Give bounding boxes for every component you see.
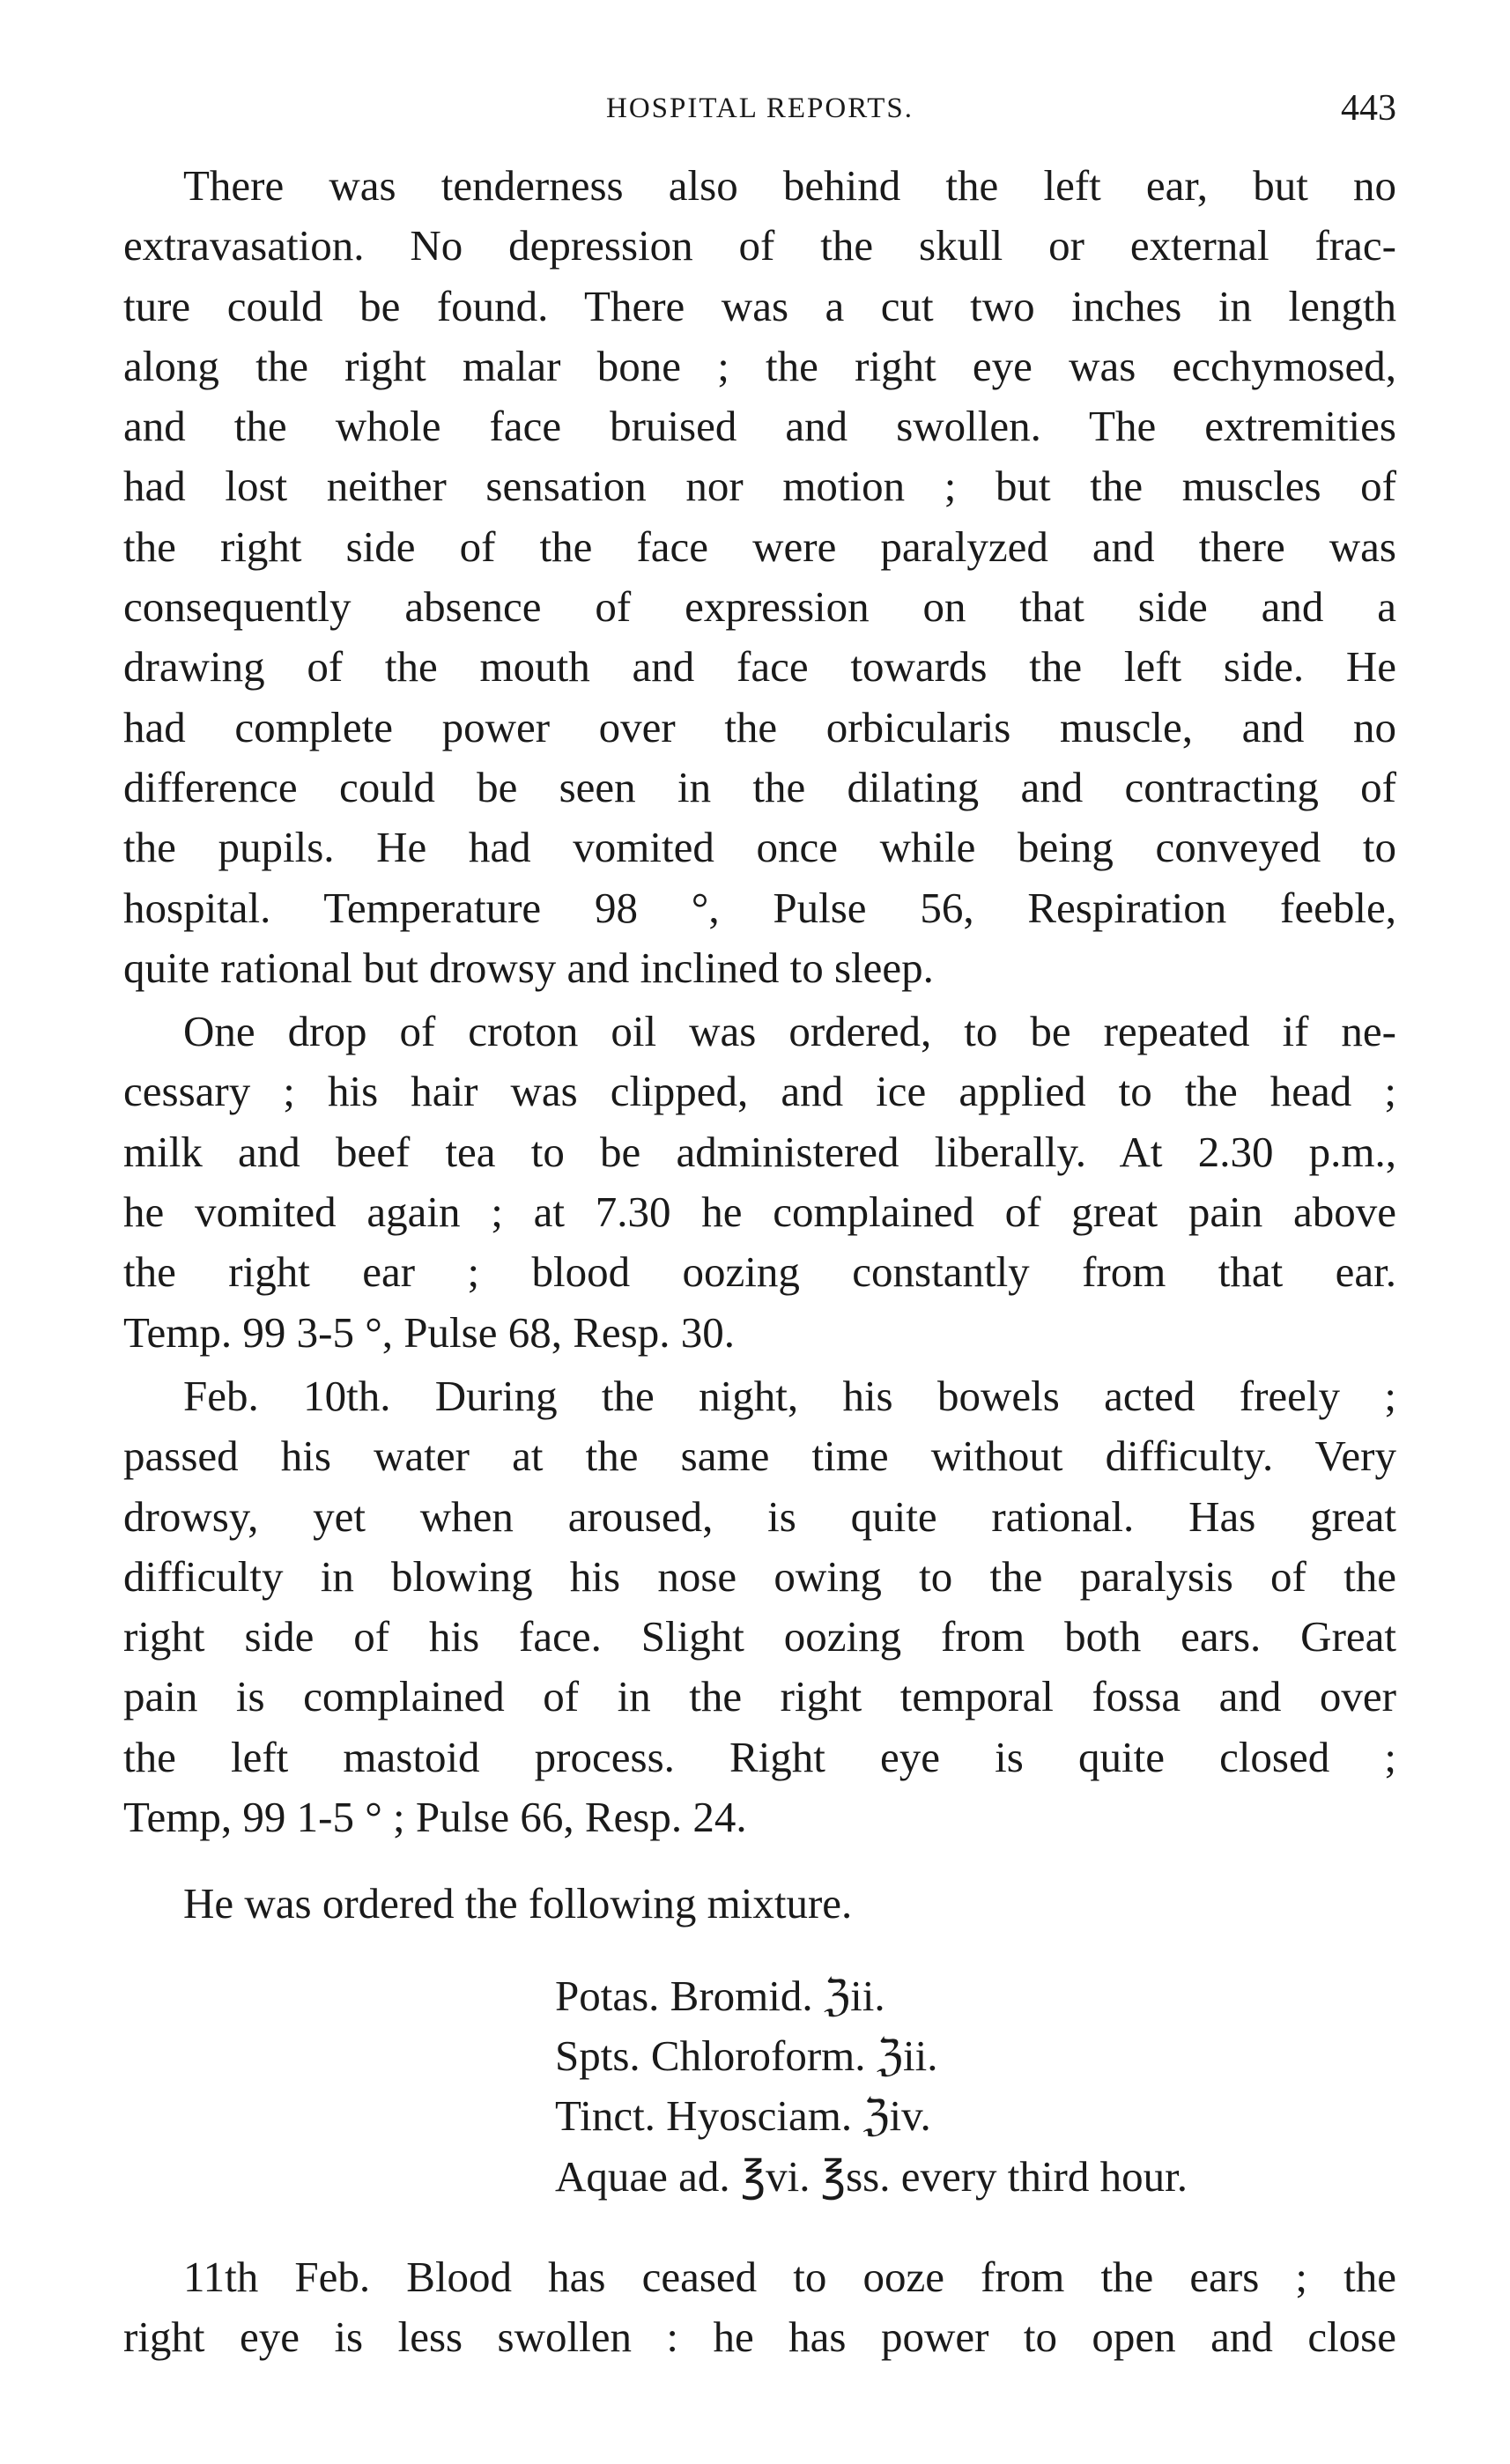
text-line: drowsy, yet when aroused, is quite rational. Has great [123, 1491, 1396, 1541]
paragraph-4 [123, 1874, 1396, 1934]
prescription [555, 1966, 1396, 2207]
page-content [123, 84, 1396, 2367]
text-line: quite rational but drowsy and inclined to sleep. [123, 943, 934, 992]
text-line: There was tenderness also behind the left ear, but no [183, 161, 1396, 210]
text-line: the right ear ; blood oozing constantly from that ear. [123, 1247, 1396, 1297]
text-line: milk and beef tea to be administered liberally. At 2.30 p.m., [123, 1127, 1396, 1176]
running-head [123, 84, 1396, 137]
text-line: the left mastoid process. Right eye is quite closed ; [123, 1732, 1396, 1781]
text-line: Temp, 99 1-5 ° ; Pulse 66, Resp. 24. [123, 1793, 747, 1842]
text-line: extravasation. No depression of the skull or external frac- [123, 221, 1396, 270]
text-line: the right side of the face were paralyzed and there was [123, 522, 1396, 571]
text-line: He was ordered the following mixture. [183, 1879, 853, 1928]
text-line: difference could be seen in the dilating and contracting of [123, 762, 1396, 811]
text-line: ture could be found. There was a cut two inches in length [123, 281, 1396, 330]
text-line: cessary ; his hair was clipped, and ice applied to the head ; [123, 1067, 1396, 1116]
text-line: consequently absence of expression on that side and a [123, 582, 1396, 632]
text-line: hospital. Temperature 98 °, Pulse 56, Respiration feeble, [123, 883, 1396, 932]
text-line: along the right malar bone ; the right eye was ecchymosed, [123, 341, 1396, 390]
running-title: HOSPITAL REPORTS. [605, 92, 914, 124]
paragraph-2 [123, 1002, 1396, 1363]
prescription-line: Potas. Bromid. ℨii. [555, 1971, 885, 2020]
paragraph-5 [123, 2247, 1396, 2368]
text-line: right side of his face. Slight oozing from both ears. Great [123, 1612, 1396, 1661]
text-line: pain is complained of in the right temporal fossa and over [123, 1672, 1396, 1721]
prescription-line: Aquae ad. ℥vi. ℥ss. every third hour. [555, 2151, 1188, 2201]
page-number: 443 [1341, 88, 1396, 129]
text-line: the pupils. He had vomited once while being conveyed to [123, 823, 1396, 872]
text-line: he vomited again ; at 7.30 he complained of great pain above [123, 1188, 1396, 1237]
text-line: Feb. 10th. During the night, his bowels acted freely ; [183, 1371, 1396, 1420]
text-line: passed his water at the same time without difficulty. Very [123, 1432, 1396, 1481]
text-line: had lost neither sensation nor motion ; but the muscles of [123, 462, 1396, 511]
prescription-line: Tinct. Hyosciam. ℨiv. [555, 2091, 931, 2141]
prescription-line: Spts. Chloroform. ℨii. [555, 2031, 938, 2080]
paragraph-1 [123, 156, 1396, 998]
text-line: had complete power over the orbicularis muscle, and no [123, 702, 1396, 751]
text-line: right eye is less swollen : he has power to open and close [123, 2312, 1396, 2362]
text-line: difficulty in blowing his nose owing to the paralysis of the [123, 1551, 1396, 1601]
paragraph-3 [123, 1366, 1396, 1847]
text-line: Temp. 99 3-5 °, Pulse 68, Resp. 30. [123, 1307, 735, 1357]
text-line: and the whole face bruised and swollen. The extremities [123, 402, 1396, 451]
text-line: drawing of the mouth and face towards the left side. He [123, 642, 1396, 692]
text-line: 11th Feb. Blood has ceased to ooze from the ears ; the [183, 2252, 1396, 2301]
text-line: One drop of croton oil was ordered, to be repeated if ne- [183, 1007, 1396, 1056]
